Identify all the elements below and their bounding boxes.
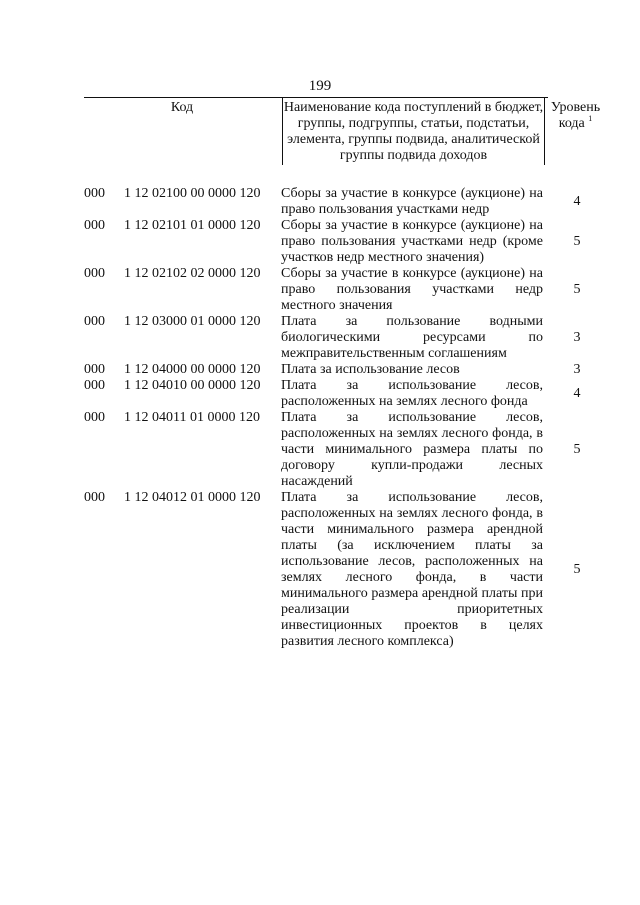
row-level: 4 bbox=[573, 386, 581, 401]
table-body bbox=[84, 186, 584, 650]
row-name: Сборы за участие в конкурсе (аукционе) на право пользования участками недр (кроме участков недр местного значения) bbox=[281, 218, 543, 265]
row-level: 4 bbox=[573, 194, 581, 209]
row-admin-code: 000 bbox=[84, 218, 105, 233]
header-level bbox=[544, 98, 604, 165]
row-revenue-code: 1 12 02100 00 0000 120 bbox=[124, 186, 261, 201]
row-revenue-code: 1 12 04010 00 0000 120 bbox=[124, 378, 261, 393]
header-code: Код bbox=[170, 100, 194, 115]
row-admin-code: 000 bbox=[84, 410, 105, 425]
row-admin-code: 000 bbox=[84, 490, 105, 505]
row-admin-code: 000 bbox=[84, 266, 105, 281]
row-name: Сборы за участие в конкурсе (аукционе) на право пользования участками недр bbox=[281, 186, 543, 217]
row-level: 3 bbox=[573, 330, 581, 345]
header-level-label: Уровень кода bbox=[550, 100, 601, 131]
row-name: Плата за использование лесов, расположенных на землях лесного фонда, в части минимального размера арендной платы (за исключением платы за использование лесов, расположенных на землях лесного фонда, в части минимального размера арендной платы при реализации приоритетных инвестиционных проектов в целях развития лесного комплекса) bbox=[281, 490, 543, 649]
row-admin-code: 000 bbox=[84, 314, 105, 329]
table-row bbox=[84, 266, 584, 314]
page-number: 199 bbox=[308, 78, 332, 94]
row-revenue-code: 1 12 02101 01 0000 120 bbox=[124, 218, 261, 233]
table-row bbox=[84, 410, 584, 490]
row-revenue-code: 1 12 02102 02 0000 120 bbox=[124, 266, 261, 281]
row-admin-code: 000 bbox=[84, 362, 105, 377]
header-name: Наименование кода поступлений в бюджет, группы, подгруппы, статьи, подстатьи, элемента, группы подвида, аналитической группы подвида доходов bbox=[283, 100, 544, 163]
table-header bbox=[84, 97, 601, 163]
row-level: 5 bbox=[573, 442, 581, 457]
row-admin-code: 000 bbox=[84, 378, 105, 393]
row-revenue-code: 1 12 04012 01 0000 120 bbox=[124, 490, 261, 505]
table-row bbox=[84, 490, 584, 650]
row-admin-code: 000 bbox=[84, 186, 105, 201]
row-level: 5 bbox=[573, 282, 581, 297]
row-revenue-code: 1 12 04000 00 0000 120 bbox=[124, 362, 261, 377]
table-row bbox=[84, 186, 584, 218]
row-revenue-code: 1 12 04011 01 0000 120 bbox=[124, 410, 260, 425]
table-row bbox=[84, 314, 584, 362]
row-level: 3 bbox=[573, 362, 581, 377]
header-level-footnote: 1 bbox=[588, 114, 593, 123]
table-row bbox=[84, 378, 584, 410]
row-level: 5 bbox=[573, 234, 581, 249]
row-revenue-code: 1 12 03000 01 0000 120 bbox=[124, 314, 261, 329]
row-level: 5 bbox=[573, 562, 581, 577]
row-name: Плата за использование лесов, расположенных на землях лесного фонда bbox=[281, 378, 543, 409]
table-row bbox=[84, 362, 584, 378]
table-row bbox=[84, 218, 584, 266]
row-name: Плата за использование лесов bbox=[281, 362, 460, 377]
row-name: Сборы за участие в конкурсе (аукционе) на право пользования участками недр местного значения bbox=[281, 266, 543, 313]
row-name: Плата за использование лесов, расположенных на землях лесного фонда, в части минимального размера платы по договору купли-продажи лесных насаждений bbox=[281, 410, 543, 489]
row-name: Плата за пользование водными биологическими ресурсами по межправительственным соглашениям bbox=[281, 314, 543, 361]
